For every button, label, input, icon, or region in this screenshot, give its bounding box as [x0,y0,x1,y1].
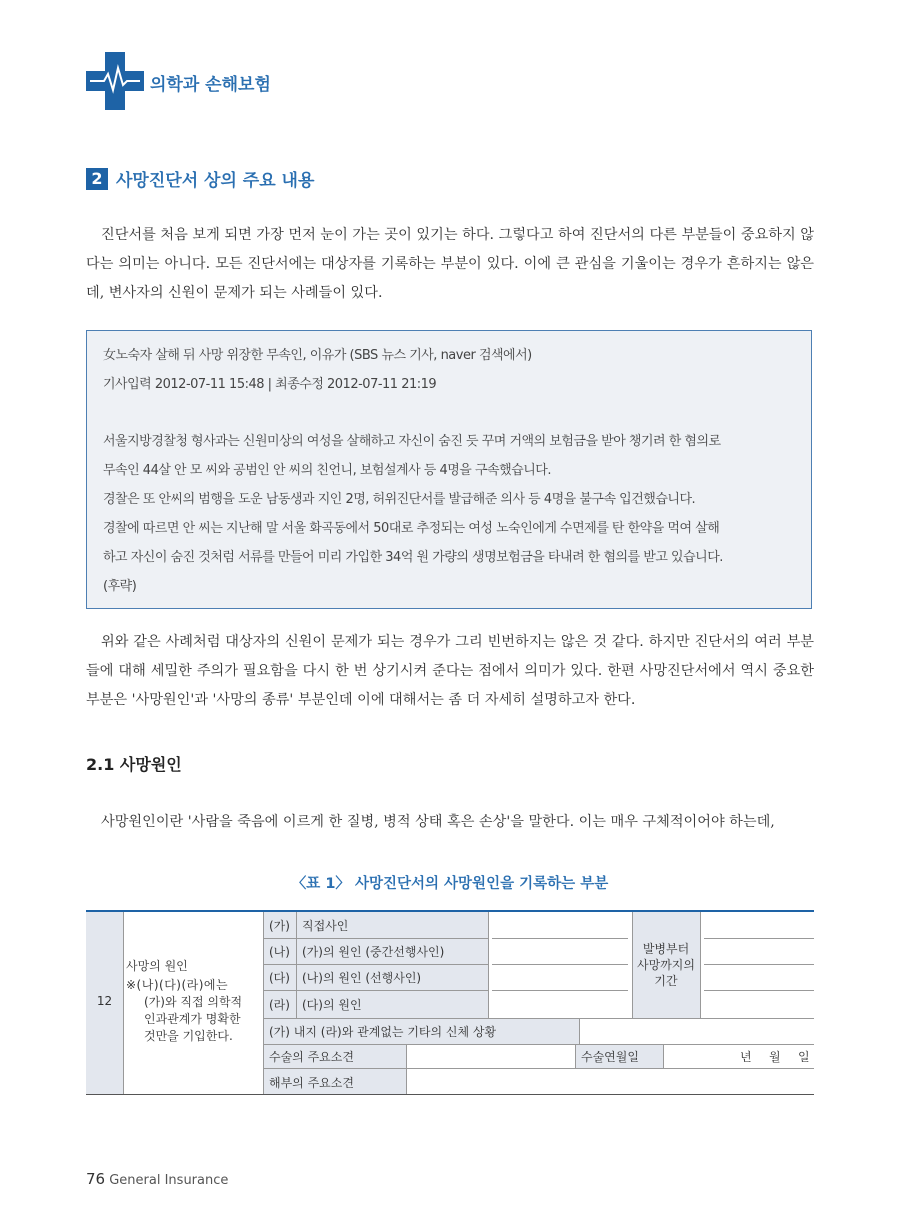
page-number: 76 [86,1170,106,1188]
onset-label: 발병부터 [642,942,690,956]
publication-name: General Insurance [109,1173,229,1188]
cause-of-death-table [86,910,814,1095]
row-mark: (다) [269,971,290,985]
desc-note: (가)와 직접 의학적 [144,995,243,1009]
row-label: (가)의 원인 (중간선행사인) [302,945,445,959]
intro-paragraph: 진단서를 처음 보게 되면 가장 먼저 눈이 가는 곳이 있기는 하다. 그렇다고 하여 진단서의 다른 부분들이 중요하지 않다는 의미는 아니다. 모든 진단서에는 대상자를 기록하는 부분이 있다. 이에 큰 관심을 기울이는 경우가 흔하지는 않은데, 변사자의 신원이 문제가 되는 사례들이 있다. [86,227,814,301]
news-line: 하고 자신이 숨진 것처럼 서류를 만들어 미리 가입한 34억 원 가량의 생명보험금을 타내려 한 혐의를 받고 있습니다. [103,550,723,565]
news-line: 무속인 44살 안 모 씨와 공범인 안 씨의 친언니, 보험설계사 등 4명을 구속했습니다. [103,463,551,478]
desc-title: 사망의 원인 [126,959,188,973]
header-title: 의학과 손해보험 [150,75,271,95]
desc-note: 것만을 기입한다. [144,1029,233,1043]
page-header [86,52,346,110]
row-label: 직접사인 [302,919,349,933]
page-footer [86,1170,228,1188]
row-label: (나)의 원인 (선행사인) [302,971,422,985]
cause-description [126,958,258,1045]
other-conditions-label: (가) 내지 (라)와 관계없는 기타의 신체 상황 [269,1025,497,1039]
news-dateline: 기사입력 2012-07-11 15:48 | 최종수정 2012-07-11 21:19 [103,377,437,392]
day-label: 일 [798,1050,810,1064]
month-label: 월 [769,1050,781,1064]
news-line: (후략) [103,579,137,594]
desc-note: 인과관계가 명확한 [144,1012,241,1026]
heartbeat-icon [86,52,144,110]
subsection-title: 2.1 사망원인 [86,755,182,774]
year-label: 년 [740,1050,752,1064]
row-label: (다)의 원인 [302,998,362,1012]
news-line: 서울지방경찰청 형사과는 신원미상의 여성을 살해하고 자신이 숨진 듯 꾸며 거액의 보험금을 받아 챙기려 한 혐의로 [103,434,721,449]
news-headline: 女노숙자 살해 뒤 사망 위장한 무속인, 이유가 (SBS 뉴스 기사, naver 검색에서) [103,348,532,363]
cause-paragraph: 사망원인이란 '사람을 죽음에 이르게 한 질병, 병적 상태 혹은 손상'을 말한다. 이는 매우 구체적이어야 하는데, [101,814,775,830]
section-number: 2 [86,168,108,190]
onset-label: 사망까지의 [637,958,695,972]
news-quote-box [86,330,812,609]
news-line: 경찰은 또 안씨의 범행을 도운 남동생과 지인 2명, 허위진단서를 발급해준 의사 등 4명을 불구속 입건했습니다. [103,492,696,507]
row-mark: (가) [269,919,290,933]
onset-label: 기간 [654,974,678,988]
surgery-date-label: 수술연월일 [581,1050,639,1064]
medical-cross-logo [86,52,144,110]
row-mark: (라) [269,998,290,1012]
desc-note: ※(나)(다)(라)에는 [126,978,229,992]
section-heading [86,166,314,191]
autopsy-findings-label: 해부의 주요소견 [269,1076,354,1090]
row-number: 12 [96,994,113,1008]
table-caption: 〈표 1〉 사망진단서의 사망원인을 기록하는 부분 [291,876,609,892]
surgery-findings-label: 수술의 주요소견 [269,1050,354,1064]
news-line: 경찰에 따르면 안 씨는 지난해 말 서울 화곡동에서 50대로 추정되는 여성 노숙인에게 수면제를 탄 한약을 먹여 살해 [103,521,720,536]
row-mark: (나) [269,945,290,959]
middle-paragraph: 위와 같은 사례처럼 대상자의 신원이 문제가 되는 경우가 그리 빈번하지는 않은 것 같다. 하지만 진단서의 여러 부분들에 대해 세밀한 주의가 필요함을 다시 한 번 상기시켜 준다는 점에서 의미가 있다. 한편 사망진단서에서 역시 중요한 부분은 '사망원인'과 '사망의 종류' 부분인데 이에 대해서는 좀 더 자세히 설명하고자 한다. [86,634,814,708]
section-title: 사망진단서 상의 주요 내용 [116,171,315,191]
